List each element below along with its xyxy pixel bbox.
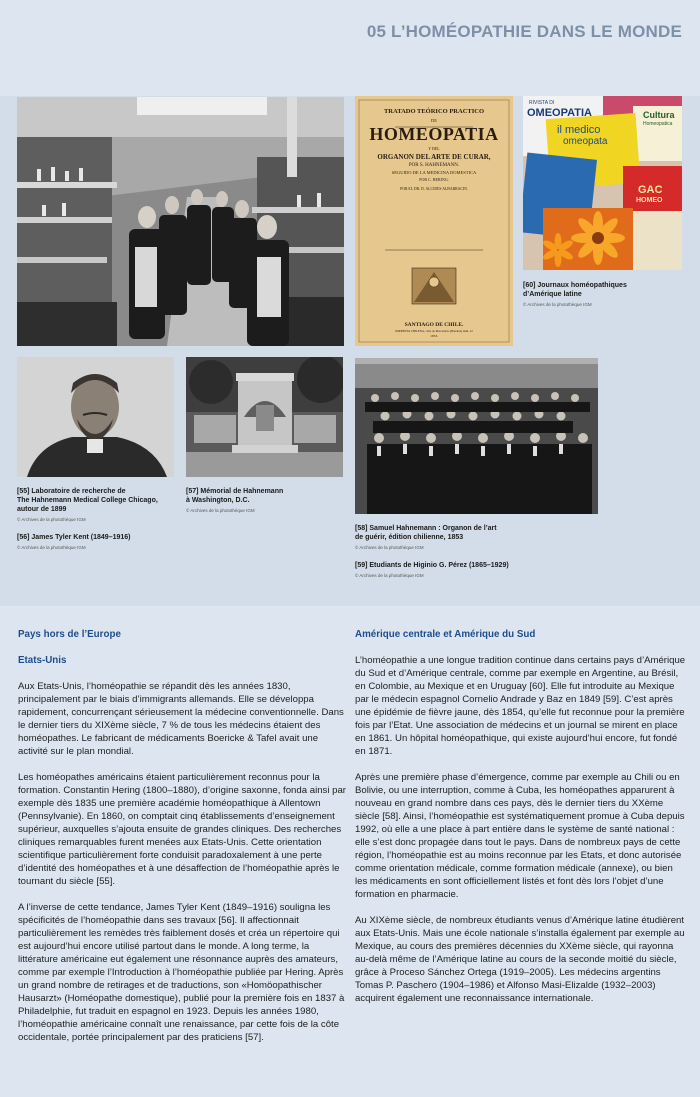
- caption-59: [355, 561, 509, 579]
- caption-59-credit: © Archives de la photothèque IGM: [355, 573, 424, 578]
- section-heading-latin-america: Amérique centrale et Amérique du Sud: [355, 629, 536, 640]
- caption-57: [186, 487, 283, 514]
- journal-title-6: Homeopatica: [643, 121, 673, 127]
- hahnemann-memorial-photo: [186, 357, 343, 477]
- caption-55-label: [55] Laboratoire de recherche de: [17, 488, 126, 495]
- caption-55-line3: autour de 1899: [17, 506, 67, 513]
- paragraph: L’homéopathie a une longue tradition continue dans certains pays d’Amérique du Sud et d’Amérique centrale, comme par exemple en Argentine, au Brésil, en Colombie, au Mexique et en Uruguay [60]. Elle fut introduite au Mexique par le médecin espagnol Cornelio Andrade y Baz en 1849 [59]. C’est après une épidémie de fièvre jaune, dès 1854, qu’elle fut reconnue pour la première fois par l’Etat. Une association de médecins et un journal se mirent en place en 1861. Un hôpital homéopathique, qui existe aujourd’hui encore, fut fondé en 1871.: [355, 655, 686, 757]
- caption-56-label: [56] James Tyler Kent (1849–1916): [17, 534, 131, 541]
- students-group-photo: [355, 358, 598, 514]
- journal-title-7: GAC: [638, 184, 663, 196]
- book-translator: POR EL DR. D. ALCIDES ALBARRACIN.: [400, 187, 468, 191]
- caption-60-credit: © Archives de la photothèque IGM: [523, 302, 592, 307]
- caption-58-credit: © Archives de la photothèque IGM: [355, 545, 424, 550]
- paragraph: Après une première phase d’émergence, comme par exemple au Chili ou en Bolivie, ou une interruption, comme à Cuba, les homéopathes apparurent à nouveau en grand nombre dans ces pays, dès le dernier tiers du XXème siècle [58]. Ainsi, l’homéopathie est systématiquement promue à Cuba depuis 1992, où elle a une place à part entière dans le système de santé national : elle s’est donc propagée dans tout le pays. Dans de nombreux pays de cette région, l’homéopathie est au moins reconnue par les Etats, et donc autorisée comme orientation médicale, comme formation médicale (annexe), ou bien les médicaments en sont officiellement listés et font dès lors l’objet d’une formation en pharmacie.: [355, 772, 685, 900]
- paragraph: Aux Etats-Unis, l’homéopathie se répandit dès les années 1830, principalement par le biais d’immigrants allemands. Elle se développa rapidement, concurrençant sérieusement la médecine conventionnelle. Dans le dernier tiers du XIXème siècle, 7 % de tous les médecins étaient des homéopathes. Le fabricant de médicaments Boericke & Tafel avait une activité sur le plan mondial.: [18, 681, 344, 757]
- paragraph: Les homéopathes américains étaient particulièrement reconnus pour la formation. Constantin Hering (1800–1880), d’origine saxonne, fonda ainsi par exemple dès 1835 une première académie homéopathique à Allentown (Pennsylvanie). En 1860, on comptait cinq établissements d’enseignement supérieur, auxquelles s’ajouta ensuite de grandes cliniques. Des recherches cliniques remarquables furent menées aux Etats-Unis. Cette orientation scientifique particulièrement forte conduisit paradoxalement à une perte d’identité des homéopathes et à une désaffection de l’homéopathie après le tournant du siècle [55].: [18, 772, 346, 887]
- journal-title-1: RIVISTA DI: [529, 100, 555, 106]
- journal-title-4: omeopata: [563, 136, 608, 147]
- book-subauthor: POR C. HERING.: [419, 177, 449, 182]
- left-column: [18, 628, 350, 1057]
- laboratory-illustration: [17, 97, 344, 346]
- right-column: [355, 628, 687, 1018]
- caption-57-line2: à Washington, D.C.: [186, 497, 250, 504]
- caption-57-label: [57] Mémorial de Hahnemann: [186, 488, 284, 495]
- caption-60-line2: d’Amérique latine: [523, 291, 582, 298]
- journals-collage: [523, 96, 682, 270]
- caption-58: [355, 524, 497, 551]
- caption-55-credit: © Archives de la photothèque IGM: [17, 517, 86, 522]
- book-subtitle: SEGUIDO DE LA MEDICINA DOMESTICA: [391, 170, 477, 175]
- caption-55: [17, 487, 158, 523]
- book-title-main: HOMEOPATIA: [369, 124, 499, 144]
- kent-portrait: [17, 357, 174, 477]
- memorial-illustration: [186, 357, 343, 477]
- paragraph: Au XIXème siècle, de nombreux étudiants venus d’Amérique latine étudièrent aux Etats-Unis. Mais une école nationale s’installa également par exemple au Mexique, au cours des premières décennies du XXème siècle, qui rayonna au-delà même de l’Amérique latine au cours de la seconde moitié du siècle, grâce à Proceso Sánchez Ortega (1919–2005). Les médecins argentins Tomas P. Paschero (1904–1986) et Alfonso Masi-Elizalde (1932–2003) acquirent également une reconnaissance internationale.: [355, 915, 685, 1004]
- organon-book-cover: [355, 96, 513, 346]
- laboratory-photo: [17, 97, 344, 346]
- caption-58-line2: de guérir, édition chilienne, 1853: [355, 534, 464, 541]
- paragraph: A l’inverse de cette tendance, James Tyler Kent (1849–1916) souligna les spécificités de l’homéopathie dans ses travaux [56]. Il affectionnait particulièrement les remèdes très faiblement dosés et créa un répertoire qui est aujourd’hui encore utilisé partout dans le monde. A long terme, la littérature américaine eut également une résonnance auprès des amateurs, comme par exemple l’Introduction à l’homéopathie publiée par Hering. Après un grand nombre de retirages et de traductions, son «Homöopathischer Hausarzt» (Homéopathe domestique), publié pour la première fois en 1837 à Philadelphie, fut traduit en espagnol en 1923. Depuis les années 1980, l’homéopathie américaine connaît une renaissance, par cette fois de la côte occidentale, portée principalement par des praticiens [57].: [18, 902, 345, 1043]
- book-year: 1853.: [430, 334, 438, 338]
- journal-title-8: HOMEO: [636, 197, 663, 204]
- caption-59-label: [59] Etudiants de Higinio G. Pérez (1865–1929): [355, 562, 509, 569]
- page-title: 05 L’HOMÉOPATHIE DANS LE MONDE: [366, 22, 682, 41]
- journal-title-2: OMEOPATIA: [527, 107, 592, 119]
- book-author: POR S. HAHNEMANN.: [408, 163, 460, 168]
- book-place: SANTIAGO DE CHILE.: [404, 322, 464, 328]
- section-heading-outside-europe: Pays hors de l’Europe: [18, 629, 121, 640]
- group-illustration: [355, 358, 598, 514]
- book-title-de: DE: [431, 118, 437, 123]
- flower-icon: [543, 208, 633, 270]
- book-organon: ORGANON DEL ARTE DE CURAR,: [377, 153, 491, 161]
- journal-title-3: il medico: [557, 124, 601, 136]
- book-printer: IMPRENTA CHILENA, calle de Marcedario (Bandera) núm. 12: [395, 329, 473, 333]
- caption-56: [17, 533, 131, 551]
- book-title-top: TRATADO TEÓRICO PRACTICO: [383, 108, 485, 115]
- book-title-y-el: Y DEL: [428, 146, 440, 151]
- caption-60: [523, 281, 627, 308]
- caption-60-label: [60] Journaux homéopathiques: [523, 282, 627, 289]
- page-header: [0, 0, 700, 96]
- section-subheading-usa: Etats-Unis: [18, 655, 67, 666]
- caption-56-credit: © Archives de la photothèque IGM: [17, 545, 86, 550]
- caption-58-label: [58] Samuel Hahnemann : Organon de l’art: [355, 525, 497, 532]
- caption-57-credit: © Archives de la photothèque IGM: [186, 508, 255, 513]
- caption-55-line2: The Hahnemann Medical College Chicago,: [17, 497, 158, 504]
- journal-title-5: Cultura: [643, 110, 675, 120]
- portrait-illustration: [17, 357, 174, 477]
